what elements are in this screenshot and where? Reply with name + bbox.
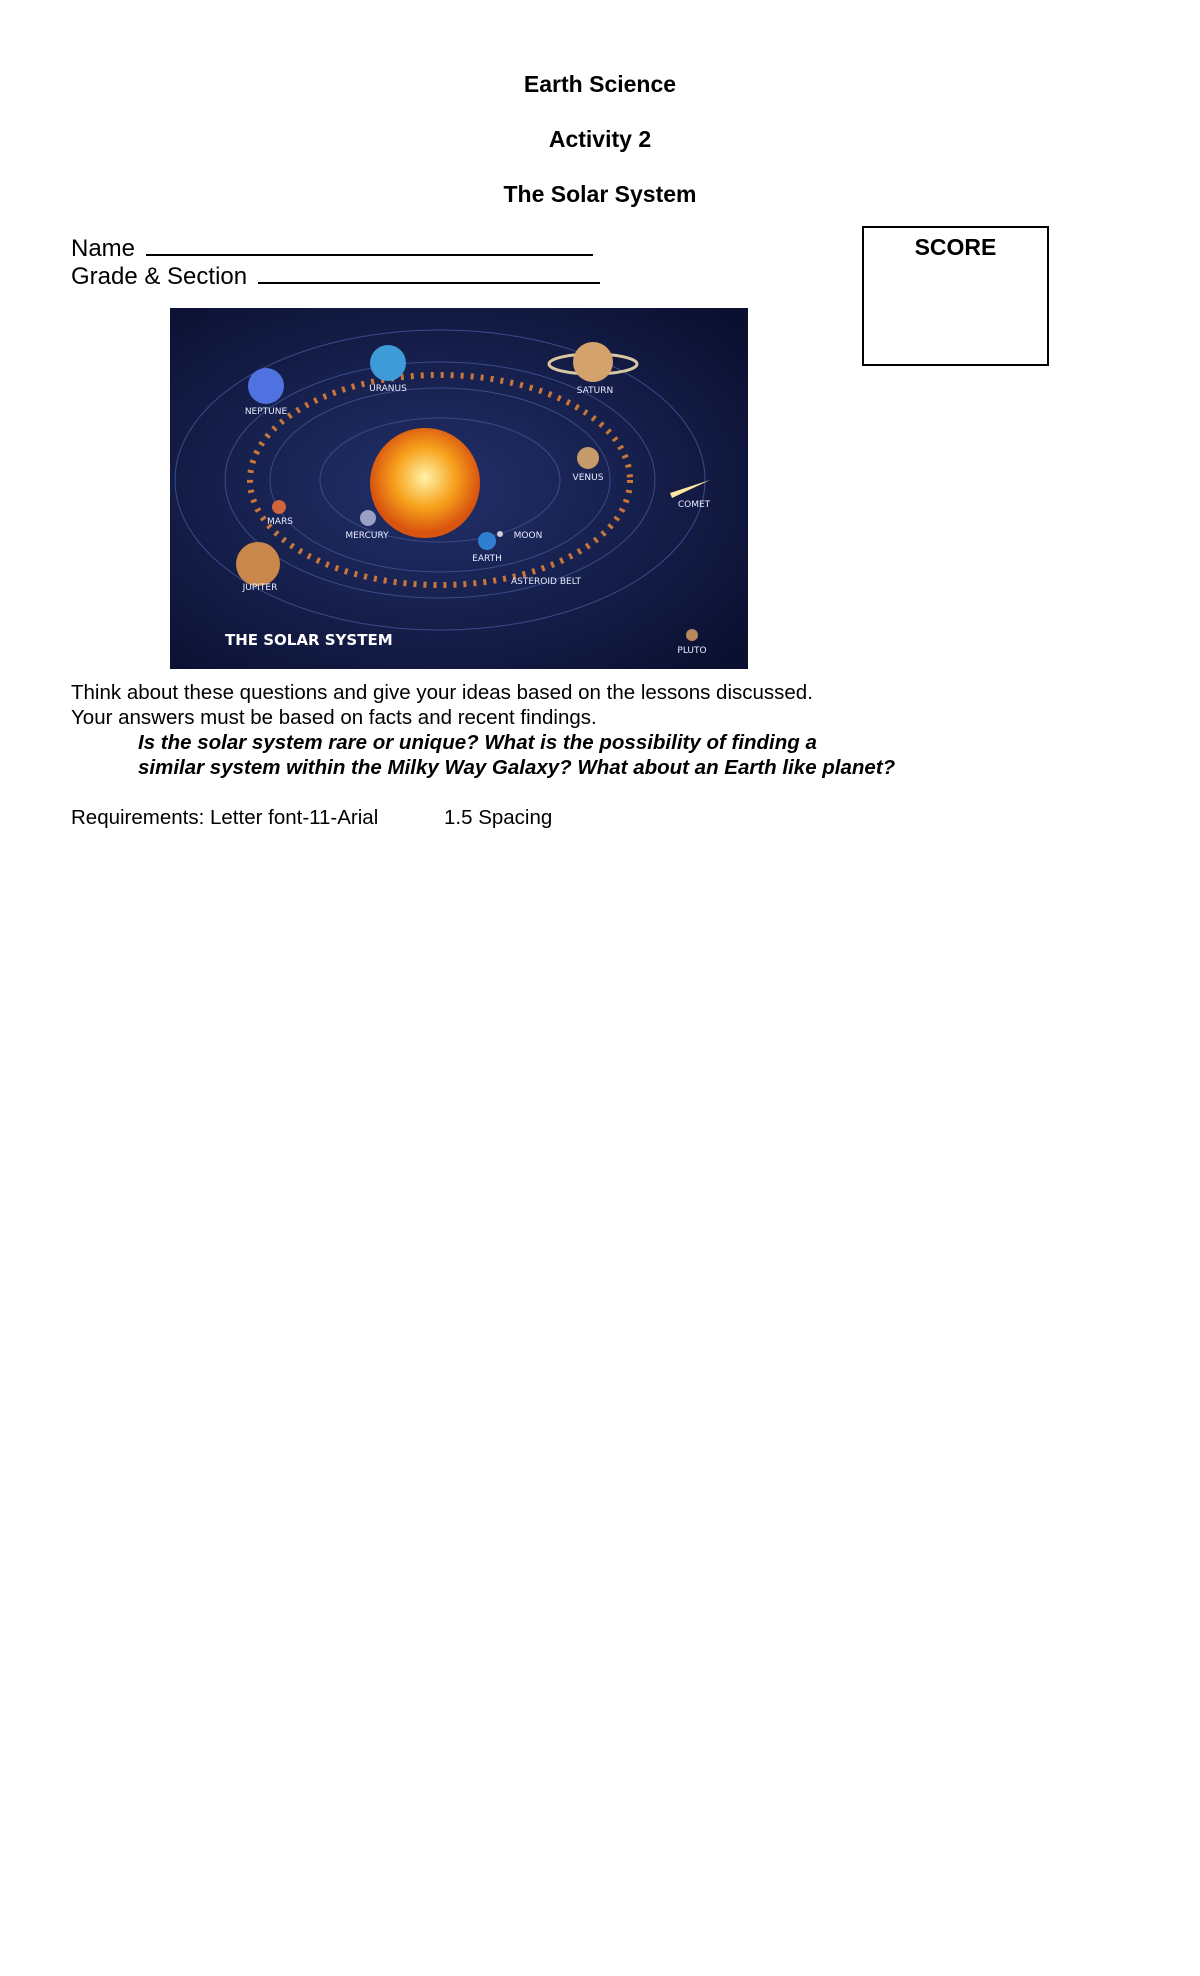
label-venus: VENUS [572,473,604,483]
label-mars: MARS [267,517,293,527]
subject-title: Earth Science [523,71,677,97]
uranus-icon [370,345,406,381]
grade-section-field[interactable] [71,262,600,291]
solar-system-illustration [170,308,748,669]
name-label: Name [71,235,136,262]
activity-title: Activity 2 [548,126,652,152]
question-line-1: Is the solar system rare or unique? What is the possibility of finding a [138,731,817,754]
mercury-icon [360,510,376,526]
instruction-line-2: Your answers must be based on facts and recent findings. [71,706,597,729]
venus-icon [577,447,599,469]
label-neptune: NEPTUNE [244,407,288,417]
label-saturn: SATURN [576,386,614,396]
saturn-icon [573,342,613,382]
instruction-line-1: Think about these questions and give your ideas based on the lessons discussed. [71,681,813,704]
label-pluto: PLUTO [677,646,707,656]
requirements-text: Requirements: Letter font-11-Arial [71,806,379,829]
name-field[interactable] [71,234,593,263]
jupiter-icon [236,542,280,586]
moon-icon [497,531,503,537]
label-earth: EARTH [472,554,502,564]
label-uranus: URANUS [369,384,407,394]
label-moon: MOON [513,531,543,541]
earth-icon [478,532,496,550]
mars-icon [272,500,286,514]
name-blank-line[interactable] [146,234,593,256]
illustration-title: THE SOLAR SYSTEM [225,631,393,649]
topic-title: The Solar System [503,181,697,207]
sun-icon [370,428,480,538]
pluto-icon [686,629,698,641]
question-line-2: similar system within the Milky Way Galaxy? What about an Earth like planet? [138,756,896,779]
score-label: SCORE [914,234,997,260]
label-jupiter: JUPITER [242,583,278,593]
score-box [862,226,1049,366]
label-comet: COMET [677,500,711,510]
requirements-spacing: 1.5 Spacing [444,806,553,829]
label-mercury: MERCURY [345,531,389,541]
grade-section-blank-line[interactable] [258,262,600,284]
neptune-icon [248,368,284,404]
grade-section-label: Grade & Section [71,263,248,290]
label-asteroid-belt: ASTEROID BELT [511,577,581,587]
